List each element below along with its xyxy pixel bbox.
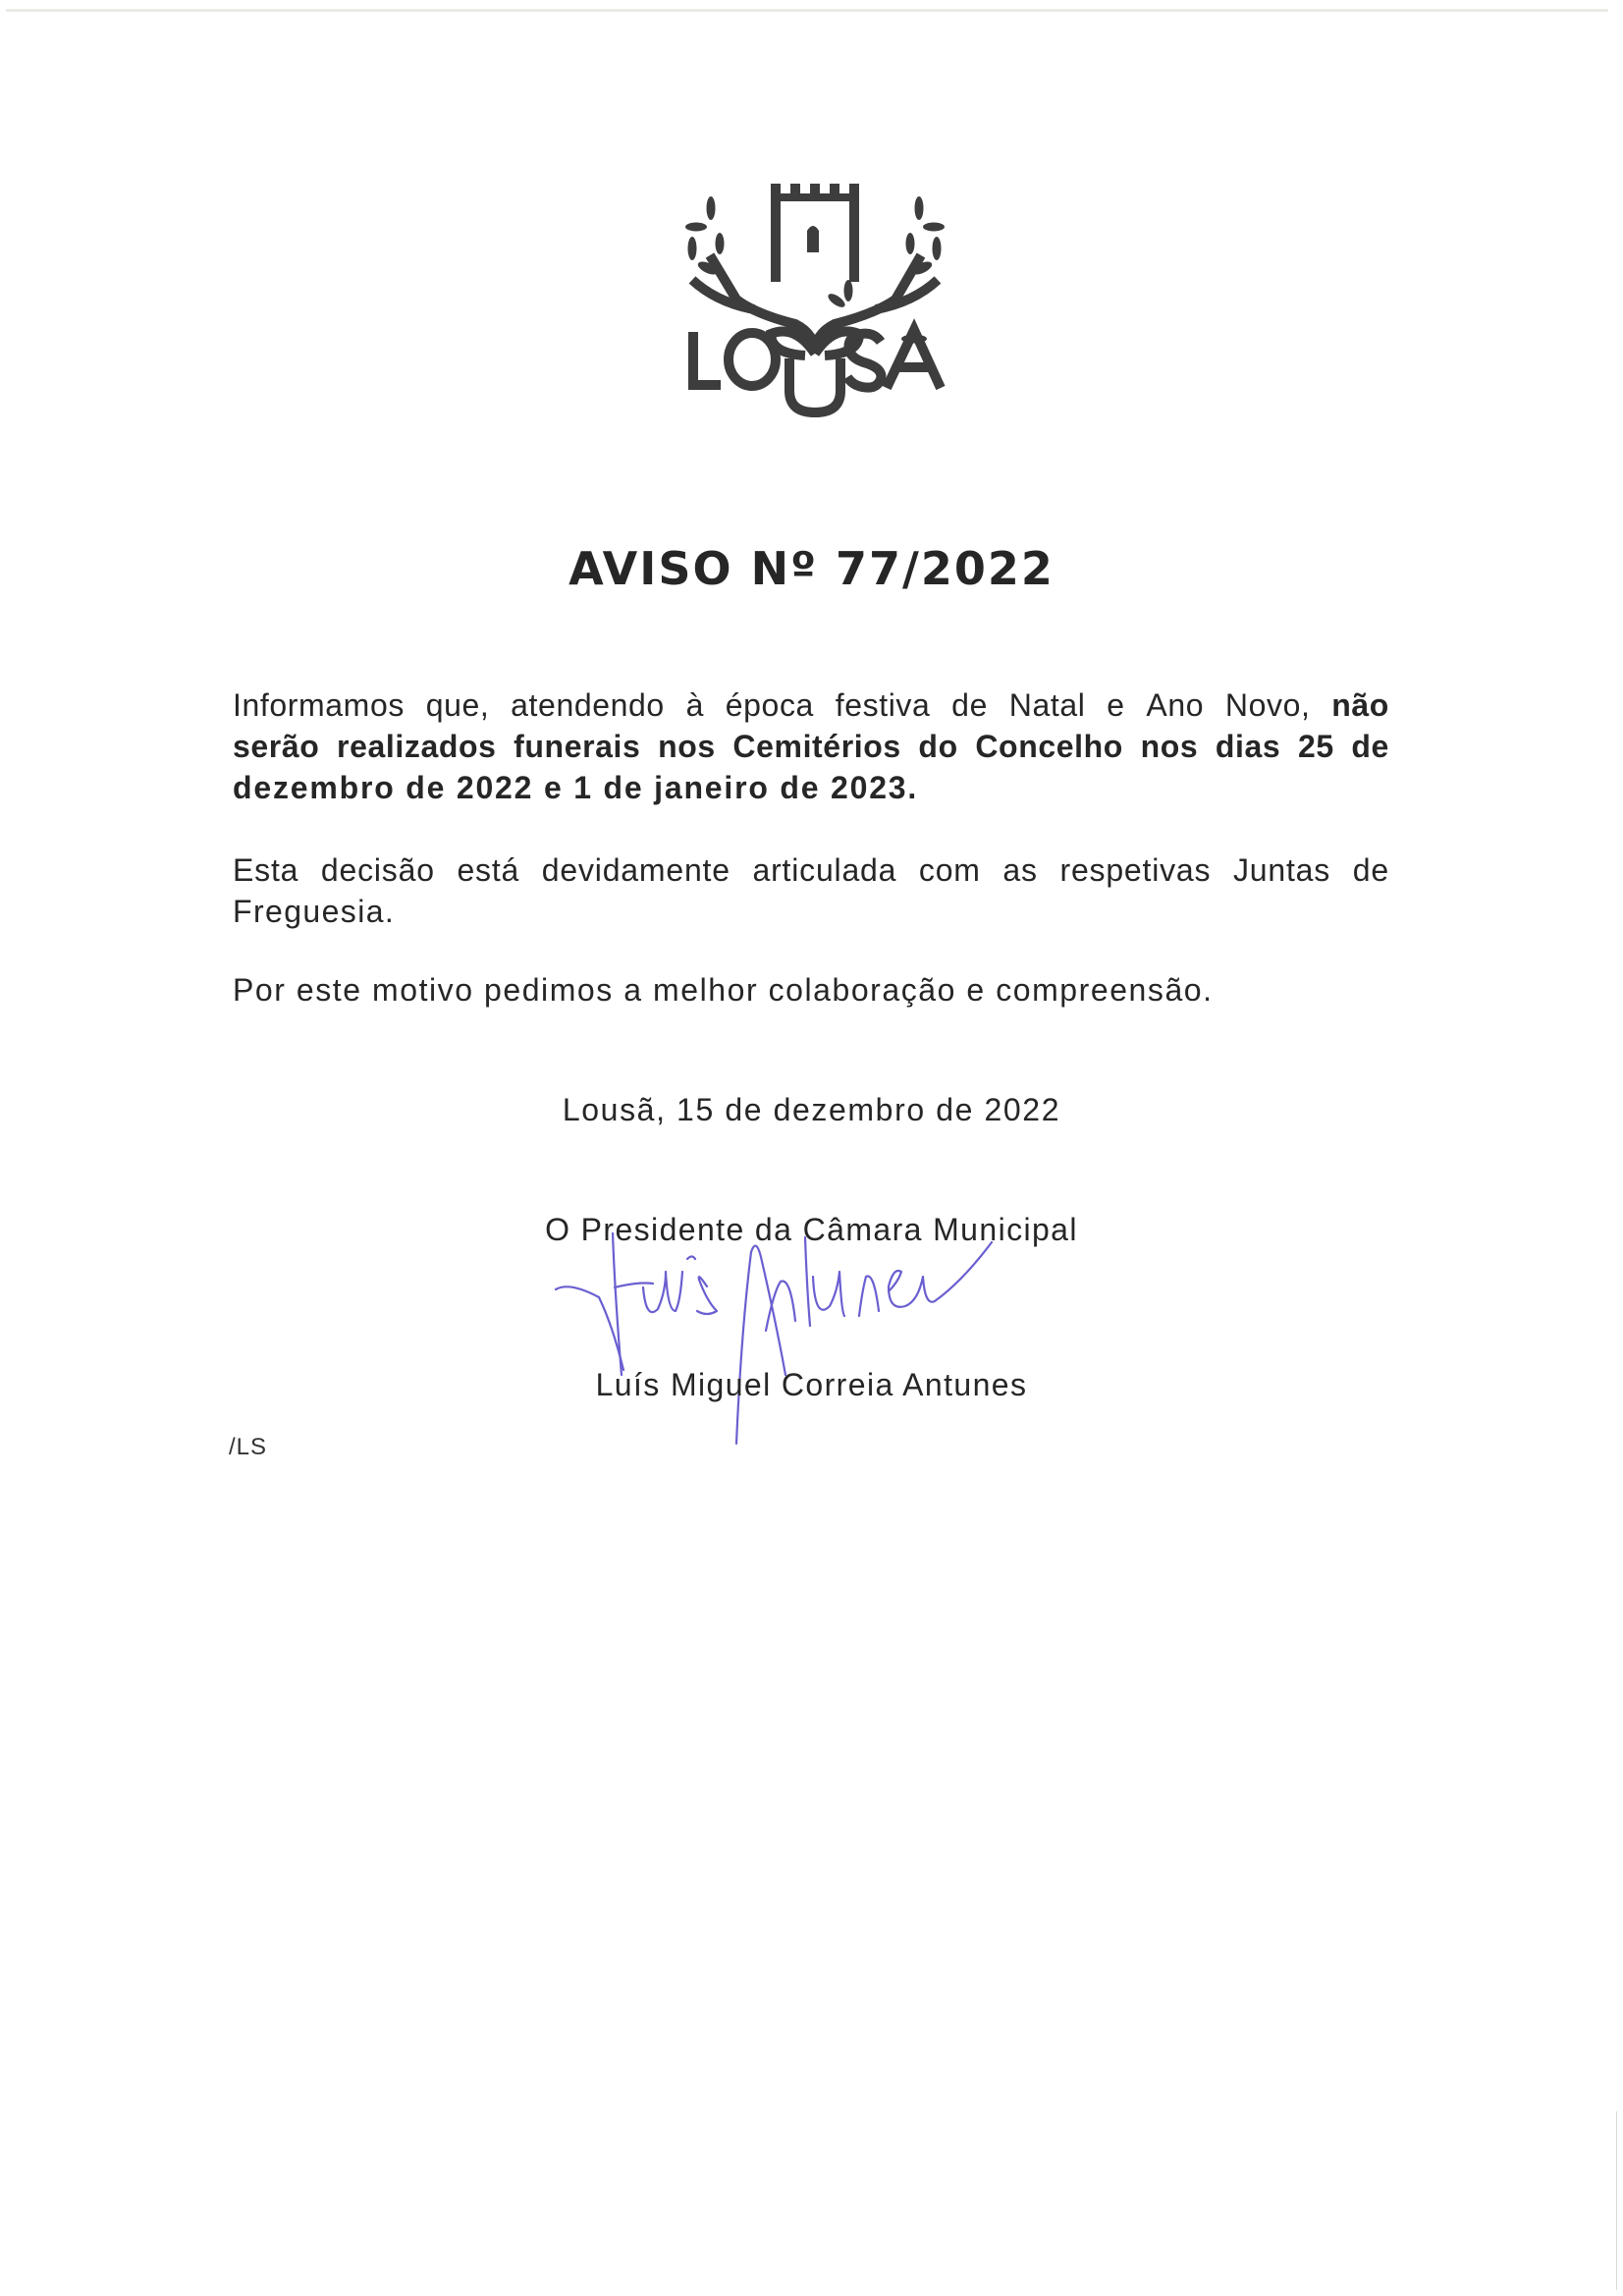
word: que, <box>425 687 490 723</box>
reference-initials: /LS <box>229 1434 268 1460</box>
word: Novo, <box>1224 687 1311 723</box>
paragraph2-line2: Freguesia. <box>233 894 396 929</box>
word: Cemitérios <box>732 729 901 764</box>
word: nos <box>658 729 716 764</box>
word: Concelho <box>975 729 1123 764</box>
word: Informamos <box>233 687 405 723</box>
word: dias <box>1215 729 1281 764</box>
scan-edge-right <box>1616 2111 1617 2290</box>
word: decisão <box>320 852 435 888</box>
notice-title: AVISO Nº 77/2022 <box>568 542 1055 595</box>
word: à <box>685 687 704 723</box>
signature-icon <box>550 1232 1080 1468</box>
word: de <box>951 687 988 723</box>
word: 25 <box>1297 729 1334 764</box>
word: festiva <box>835 687 931 723</box>
handwritten-signature <box>550 1232 1080 1468</box>
scan-edge-top <box>6 9 1608 12</box>
place-and-date: Lousã, 15 de dezembro de 2022 <box>562 1092 1061 1127</box>
word: com <box>918 852 981 888</box>
word: atendendo <box>511 687 665 723</box>
word-bold: não <box>1331 687 1389 723</box>
word: do <box>918 729 958 764</box>
word: Esta <box>233 852 299 888</box>
signatory-title: O Presidente da Câmara Municipal <box>545 1212 1078 1247</box>
word: as <box>1002 852 1038 888</box>
word: e <box>1107 687 1125 723</box>
word: funerais <box>514 729 641 764</box>
word: articulada <box>752 852 897 888</box>
word: época <box>725 687 814 723</box>
lousa-municipal-logo <box>677 177 952 442</box>
word: está <box>457 852 520 888</box>
word: serão <box>233 729 320 764</box>
word: nos <box>1140 729 1199 764</box>
word: respetivas <box>1059 852 1212 888</box>
word: realizados <box>337 729 497 764</box>
paragraph2-line1 <box>233 850 1389 890</box>
signatory-name: Luís Miguel Correia Antunes <box>595 1367 1028 1402</box>
word: de <box>1351 729 1389 764</box>
word: Juntas <box>1232 852 1331 888</box>
logo-emblem-icon <box>677 177 952 442</box>
paragraph1-line2 <box>233 727 1389 766</box>
word: Ano <box>1146 687 1205 723</box>
paragraph1-line3: dezembro de 2022 e 1 de janeiro de 2023. <box>233 770 919 805</box>
word: de <box>1352 852 1389 888</box>
word: Natal <box>1008 687 1086 723</box>
word: devidamente <box>541 852 730 888</box>
paragraph1-line1 <box>233 685 1389 725</box>
paragraph3: Por este motivo pedimos a melhor colaboração e compreensão. <box>233 972 1214 1008</box>
